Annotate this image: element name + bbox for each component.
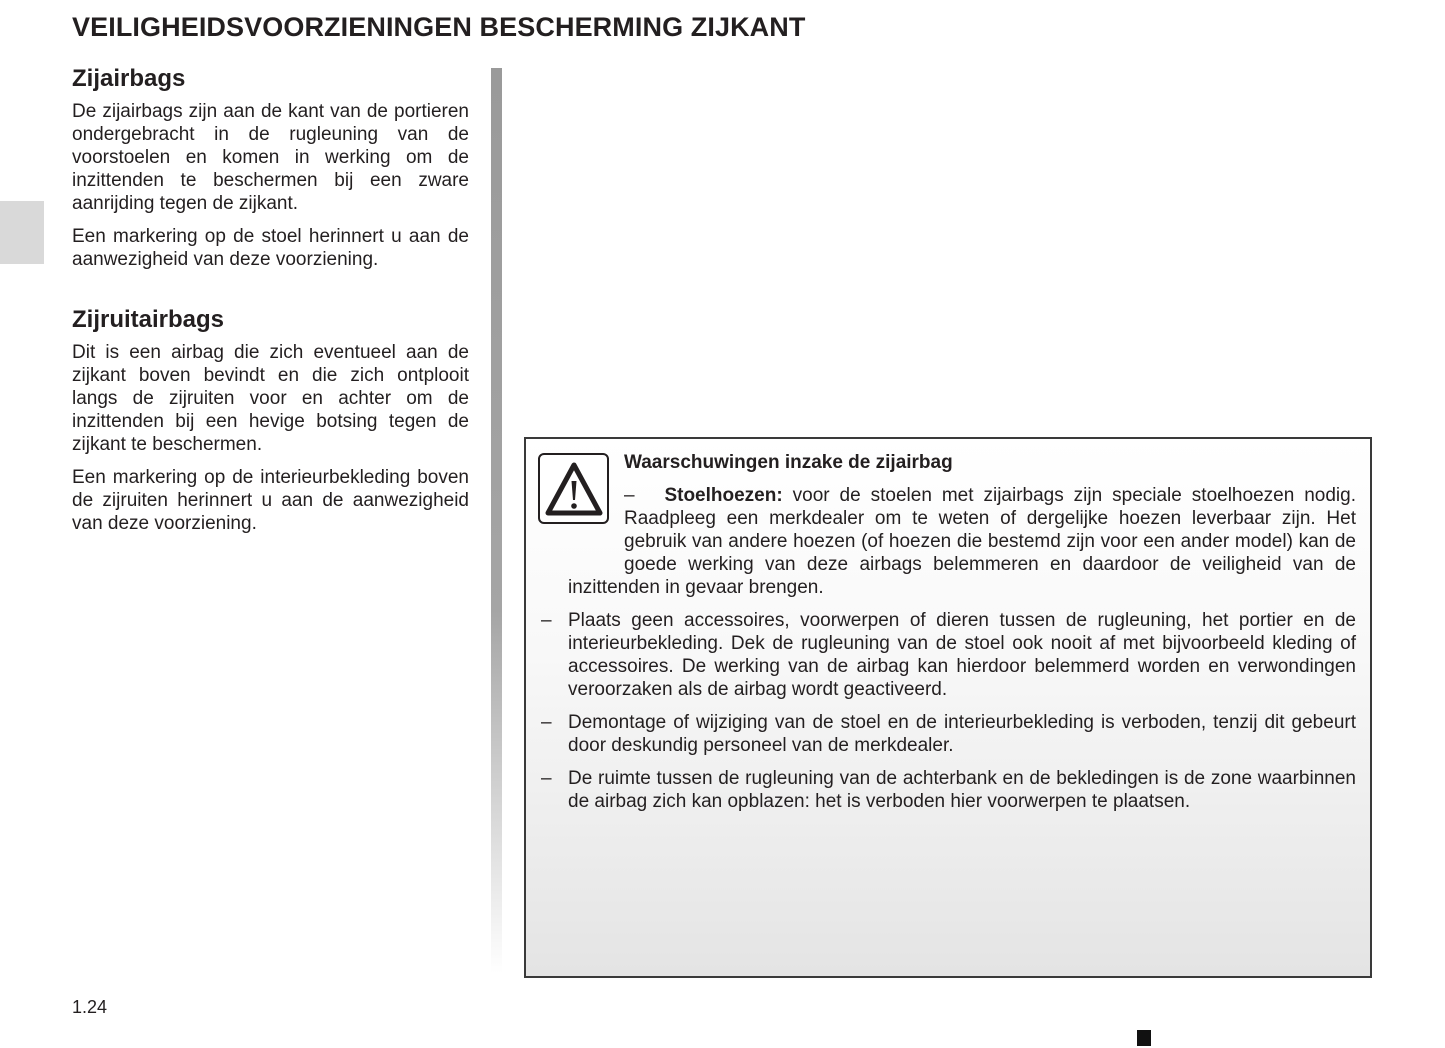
left-column bbox=[72, 64, 469, 545]
warning-item bbox=[541, 609, 1356, 701]
paragraph: Een markering op de stoel herinnert u aan de aanwezigheid van deze voorziening. bbox=[72, 226, 469, 270]
warning-triangle-icon bbox=[538, 453, 609, 524]
warning-item-text: Demontage of wijziging van de stoel en de interieurbekleding is verboden, tenzij dit gebeurt door deskundig personeel van de merkdealer. bbox=[568, 712, 1356, 756]
warning-item-text: voor de stoelen met zijairbags zijn speciale stoelhoezen nodig. Raadpleeg een merkdealer om te weten of dergelijke hoezen leverbaar zijn. Het gebruik van andere hoezen (of hoezen die bestemd zijn voor een ander model) kan de goede werking van deze airbags belemmeren en daardoor de veiligheid van de inzittenden in gevaar brengen. bbox=[568, 485, 1356, 598]
end-marker bbox=[1137, 1030, 1151, 1046]
warning-item-text: Plaats geen accessoires, voorwerpen of dieren tussen de rugleuning, het portier en de interieurbekleding. Dek de rugleuning van de stoel ook nooit af met bijvoorbeeld kleding of accessoires. De werking van de airbag kan hierdoor belemmerd worden en verwondingen veroorzaken als de airbag wordt geactiveerd. bbox=[568, 610, 1356, 700]
paragraph: Een markering op de interieurbekleding boven de zijruiten herinnert u aan de aanwezigheid van deze voorziening. bbox=[72, 467, 469, 534]
warning-item bbox=[541, 711, 1356, 757]
warning-title: Waarschuwingen inzake de zijairbag bbox=[624, 452, 953, 473]
paragraph: De zijairbags zijn aan de kant van de portieren ondergebracht in de rugleuning van de voorstoelen en komen in werking om de inzittenden te beschermen bij een zware aanrijding tegen de zijkant. bbox=[72, 101, 469, 214]
dash: – bbox=[624, 485, 635, 506]
page-title: VEILIGHEIDSVOORZIENINGEN BESCHERMING ZIJKANT bbox=[72, 12, 806, 42]
dash: – bbox=[541, 712, 552, 733]
page-number: 1.24 bbox=[72, 997, 108, 1017]
section-heading-zijruitairbags: Zijruitairbags bbox=[72, 306, 225, 333]
chapter-tab bbox=[0, 201, 44, 264]
section-heading-zijairbags: Zijairbags bbox=[72, 65, 186, 92]
warning-item bbox=[541, 767, 1356, 813]
dash: – bbox=[541, 610, 552, 631]
paragraph: Dit is een airbag die zich eventueel aan de zijkant boven bevindt en die zich ontplooit langs de zijruiten voor en achter om de inzittenden bij een hevige botsing tegen de zijkant te beschermen. bbox=[72, 342, 469, 455]
column-divider bbox=[491, 68, 502, 973]
warning-box bbox=[524, 437, 1372, 978]
warning-item bbox=[568, 484, 1356, 599]
dash: – bbox=[541, 768, 552, 789]
warning-item-bold: Stoelhoezen: bbox=[664, 485, 783, 506]
warning-item-text: De ruimte tussen de rugleuning van de achterbank en de bekledingen is de zone waarbinnen de airbag zich kan opblazen: het is verboden hier voorwerpen te plaatsen. bbox=[568, 768, 1356, 812]
